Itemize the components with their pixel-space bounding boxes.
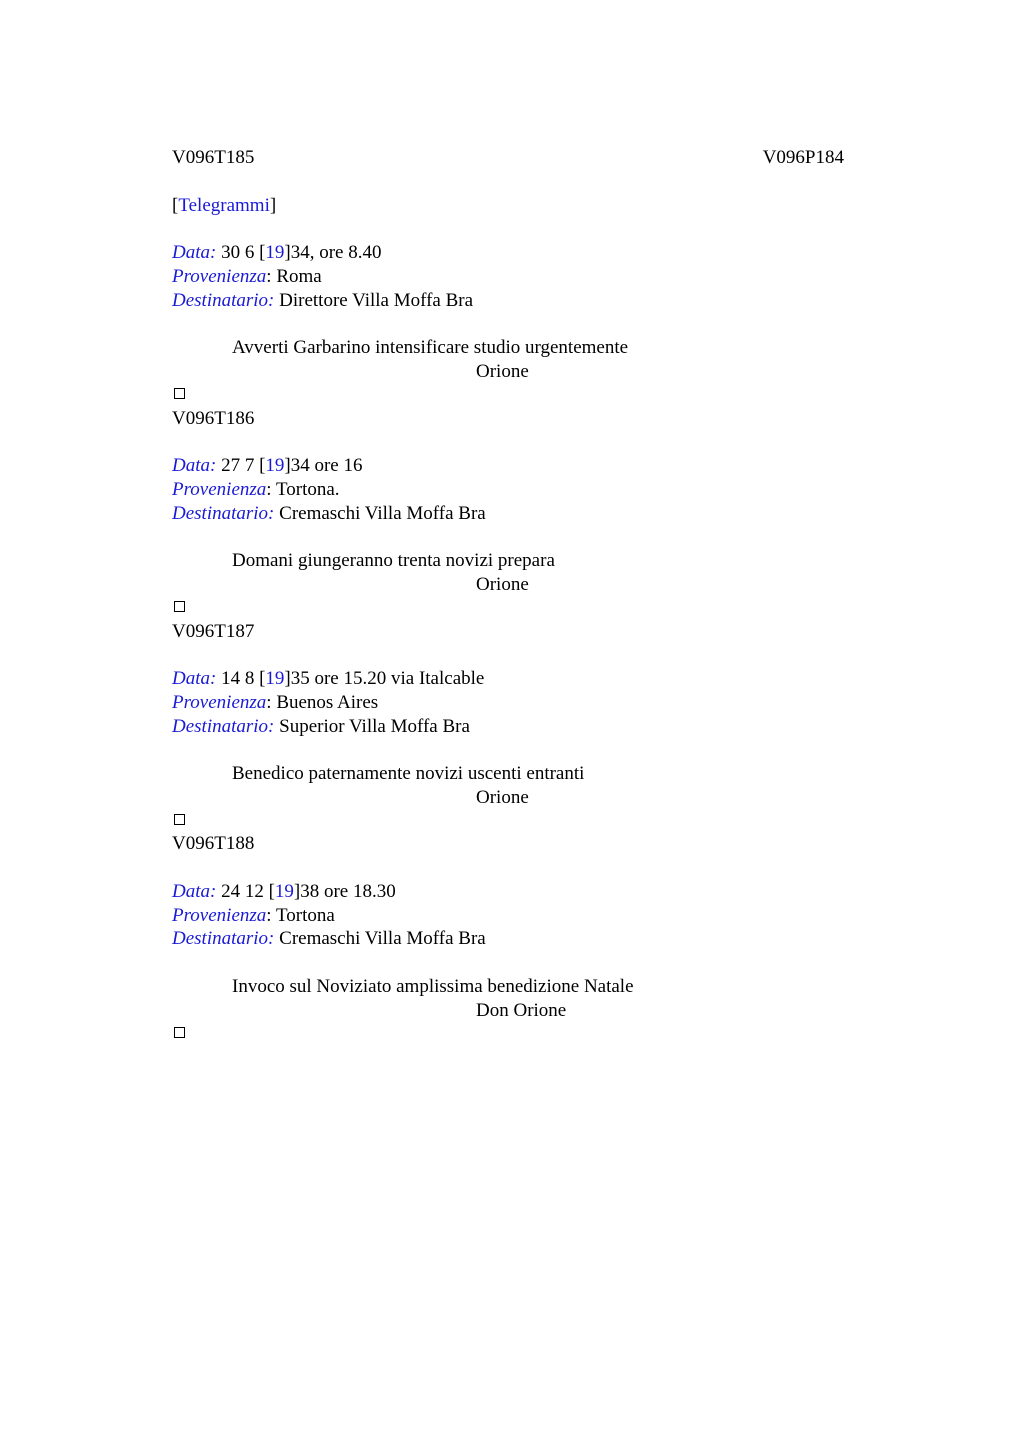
provenienza-line — [172, 478, 340, 502]
telegram-text: Invoco sul Noviziato amplissima benedizione Natale — [232, 976, 634, 997]
year-link[interactable]: 19 — [265, 455, 285, 476]
data-line — [172, 241, 382, 265]
page-code: V096P184 — [762, 147, 844, 168]
provenienza-label: Provenienza — [172, 479, 267, 500]
provenienza-line — [172, 691, 378, 715]
destinatario-line — [172, 927, 486, 951]
data-value-pre: 30 6 [ — [221, 242, 266, 263]
colon: : — [266, 692, 272, 713]
provenienza-value: Tortona — [275, 905, 335, 926]
colon: : — [266, 479, 272, 500]
data-value-pre: 14 8 [ — [221, 668, 266, 689]
section-title-link[interactable]: Telegrammi — [178, 195, 270, 216]
data-value-post: ]35 ore 15.20 via Italcable — [284, 668, 485, 689]
provenienza-label: Provenienza — [172, 266, 267, 287]
signature: Don Orione — [476, 1000, 567, 1021]
destinatario-label: Destinatario: — [172, 503, 275, 524]
year-link[interactable]: 19 — [274, 881, 294, 902]
provenienza-label: Provenienza — [172, 905, 267, 926]
bracket-close: ] — [269, 195, 277, 216]
data-value-pre: 24 12 [ — [221, 881, 275, 902]
destinatario-value: Superior Villa Moffa Bra — [279, 716, 470, 737]
signature: Orione — [476, 574, 529, 595]
data-value-post: ]34 ore 16 — [284, 455, 363, 476]
telegram-text: Avverti Garbarino intensificare studio urgentemente — [232, 337, 629, 358]
telegram-text: Benedico paternamente novizi uscenti entranti — [232, 763, 585, 784]
provenienza-value: Roma — [276, 266, 322, 287]
data-line — [172, 667, 484, 691]
data-value-post: ]34, ore 8.40 — [284, 242, 382, 263]
data-line — [172, 880, 396, 904]
section-heading — [172, 194, 276, 218]
destinatario-value: Cremaschi Villa Moffa Bra — [279, 928, 486, 949]
year-link[interactable]: 19 — [265, 242, 285, 263]
destinatario-line — [172, 289, 473, 313]
destinatario-value: Direttore Villa Moffa Bra — [279, 290, 474, 311]
end-marker-box — [174, 1027, 185, 1038]
provenienza-label: Provenienza — [172, 692, 267, 713]
document-code: V096T186 — [172, 408, 255, 429]
destinatario-label: Destinatario: — [172, 928, 275, 949]
data-line — [172, 454, 363, 478]
provenienza-line — [172, 904, 335, 928]
provenienza-value: Tortona. — [275, 479, 340, 500]
destinatario-line — [172, 715, 470, 739]
colon: : — [266, 905, 272, 926]
end-marker-box — [174, 388, 185, 399]
signature: Orione — [476, 361, 529, 382]
destinatario-label: Destinatario: — [172, 716, 275, 737]
document-code: V096T187 — [172, 621, 255, 642]
end-marker-box — [174, 814, 185, 825]
destinatario-line — [172, 502, 486, 526]
signature: Orione — [476, 787, 529, 808]
data-label: Data: — [172, 881, 217, 902]
data-label: Data: — [172, 455, 217, 476]
destinatario-value: Cremaschi Villa Moffa Bra — [279, 503, 486, 524]
provenienza-line — [172, 265, 322, 289]
document-code: V096T185 — [172, 147, 255, 168]
year-link[interactable]: 19 — [265, 668, 285, 689]
data-label: Data: — [172, 242, 217, 263]
destinatario-label: Destinatario: — [172, 290, 275, 311]
end-marker-box — [174, 601, 185, 612]
colon: : — [266, 266, 272, 287]
document-code: V096T188 — [172, 833, 255, 854]
telegram-text: Domani giungeranno trenta novizi prepara — [232, 550, 555, 571]
data-value-post: ]38 ore 18.30 — [293, 881, 396, 902]
data-label: Data: — [172, 668, 217, 689]
data-value-pre: 27 7 [ — [221, 455, 266, 476]
bracket-open: [ — [172, 195, 179, 216]
provenienza-value: Buenos Aires — [276, 692, 379, 713]
